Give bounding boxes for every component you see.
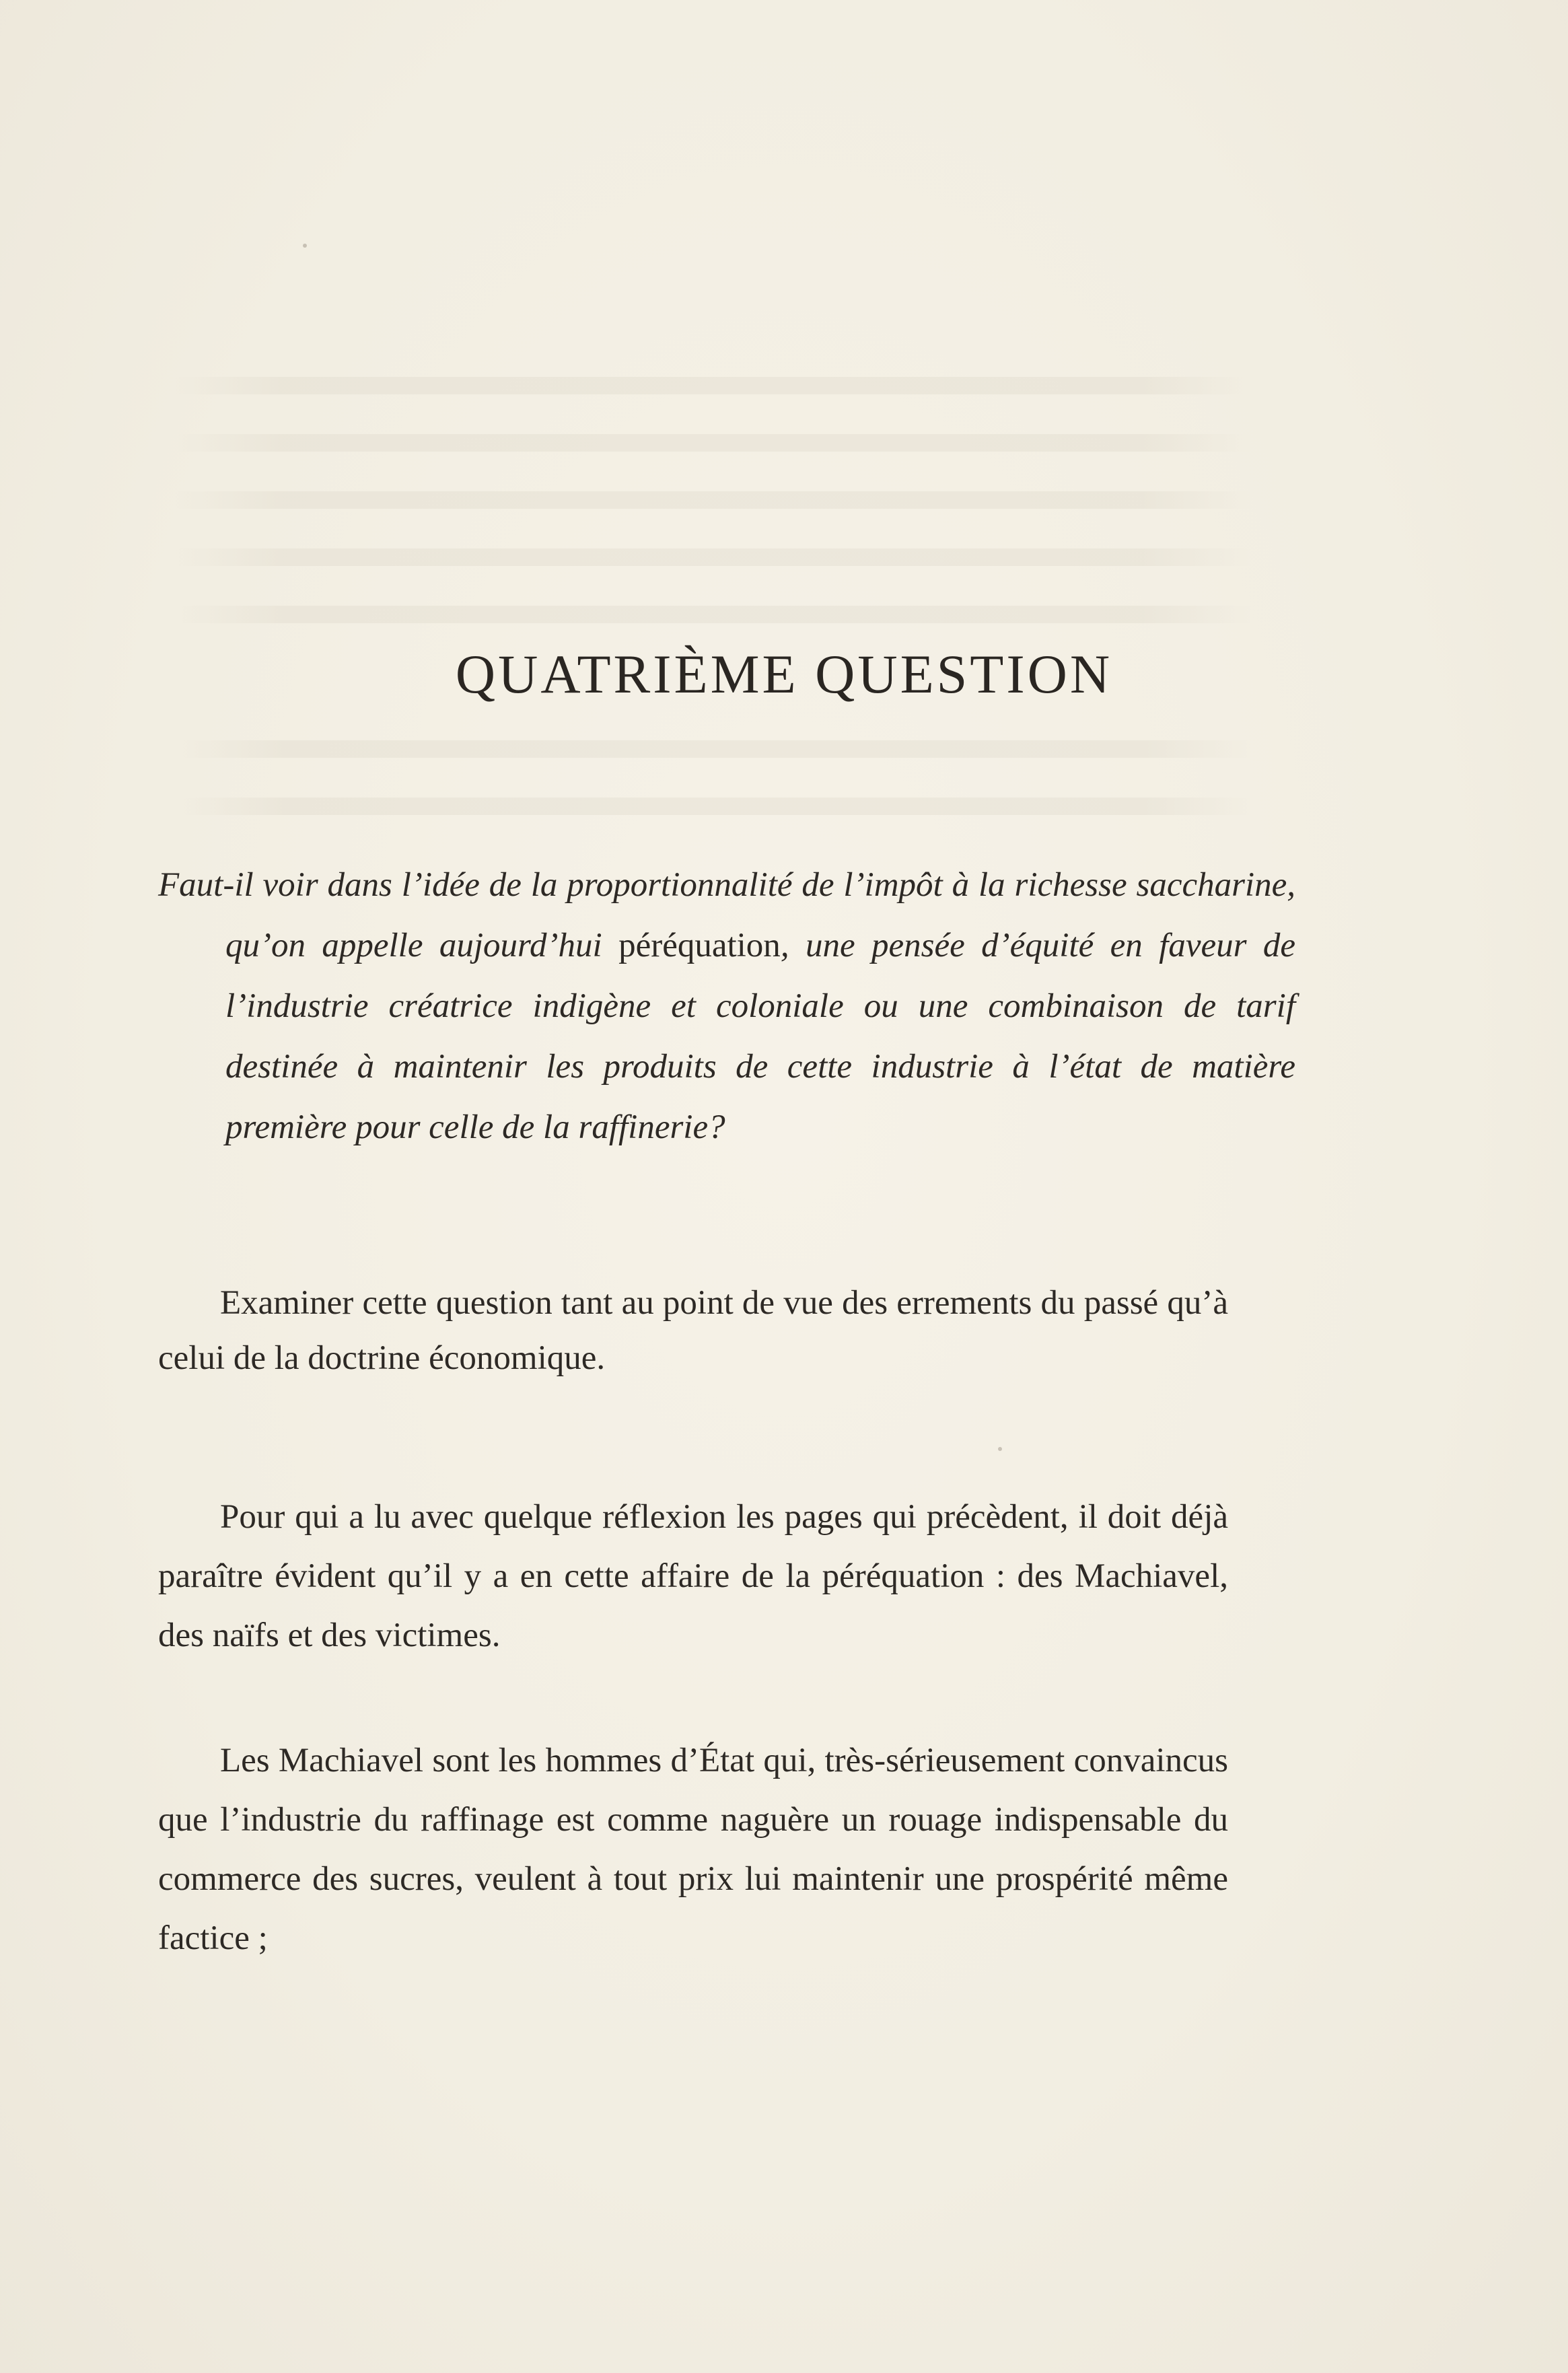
paper-speck (303, 244, 307, 248)
bleed-through-line (175, 377, 1252, 394)
paper-speck (998, 1447, 1002, 1451)
bleed-through-line (175, 548, 1252, 566)
bleed-through-line (175, 491, 1252, 509)
bleed-through-line (175, 798, 1252, 815)
body-paragraph: Pour qui a lu avec quelque réflexion les pages qui précèdent, il doit déjà paraître évident qu’il y a en cette affaire de la péréquation : des Machiavel, des naïfs et des victimes. (158, 1498, 1228, 1654)
bleed-through-line (175, 434, 1252, 452)
chapter-title: QUATRIÈME QUESTION (455, 643, 1113, 705)
question-text (158, 855, 1295, 1158)
bleed-through-line (175, 740, 1252, 758)
question-part-1: Faut-il voir dans l’idée de la proportionnalité de l’impôt à la richesse saccharine, qu’on appelle aujourd’hui (158, 866, 1295, 964)
question-roman-word: péréquation (618, 927, 781, 964)
instruction-text: Examiner cette question tant au point de vue des errements du passé qu’à celui de la doctrine économique. (158, 1284, 1228, 1377)
body-paragraph: Les Machiavel sont les hommes d’État qui, très-sérieusement convaincus que l’industrie du raffinage est comme naguère un rouage indispensable du commerce des sucres, veulent à tout prix lui maintenir une prospérité même factice ; (158, 1742, 1228, 1957)
bleed-through-line (175, 606, 1252, 623)
question-part-2: , une pensée d’équité en faveur de l’industrie créatrice indigène et coloniale ou une combinaison de tarif destinée à maintenir les produits de cette industrie à l’état de matière première pour celle de la raffinerie? (225, 927, 1295, 1146)
